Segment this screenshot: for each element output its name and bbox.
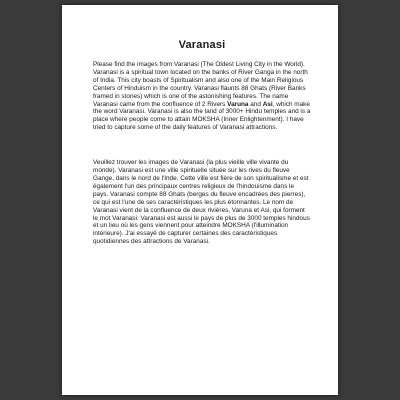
english-text-and: and (248, 100, 263, 108)
river-asi-bold: Asi (262, 100, 273, 108)
english-paragraph (93, 61, 311, 132)
document-page (62, 5, 338, 395)
page-title: Varanasi (178, 39, 226, 51)
french-paragraph: Veuillez trouver les images de Varanasi (la plus vieille ville vivante du monde). Varanasi est une ville spirituelle située sur les rives du fleuve Gange, dans le nord de l'Inde. Cette ville est fière de son spiritualisme et est également l'un des principaux centres religieux de l'hindouisme dans le pays. Varanasi compte 88 Ghats (berges du fleuve encadrées des pierres), ce qui est l'une de ses caractéristiques les plus étonnantes. Le nom de Varanasi vient de la confluence de deux rivières, Varuna et Asi, qui forment le mot Varanasi. Varanasi est aussi le pays de plus de 3000 temples hindous et un lieu où les gens viennent pour atteindre MOKSHA (l'illumination intérieure). J'ai essayé de capturer certaines des caractéristiques quotidiennes des attractions de Varanasi. (93, 159, 310, 246)
english-text-part2: , which make the word Varanasi. Varanasi is also the land of 3000+ Hindu temples and is a place where people come to attain MOKSHA (Inner Enlightenment). I have tried to capture some of the daily features of Varanasi attractions. (93, 100, 311, 132)
river-varuna-bold: Varuna (227, 100, 249, 108)
english-text-part1: Please find the images from Varanasi (The Oldest Living City in the World). Varanasi is a spiritual town located on the banks of River Ganga in the north of India. This city boasts of Spiritualism and also one of the Main Religious Centers of Hinduism in the country. Varanasi flaunts 88 Ghats (River Banks framed in stones) which is one of the astonishing features. The name Varanasi came from the confluence of 2 Rivers (93, 61, 308, 108)
